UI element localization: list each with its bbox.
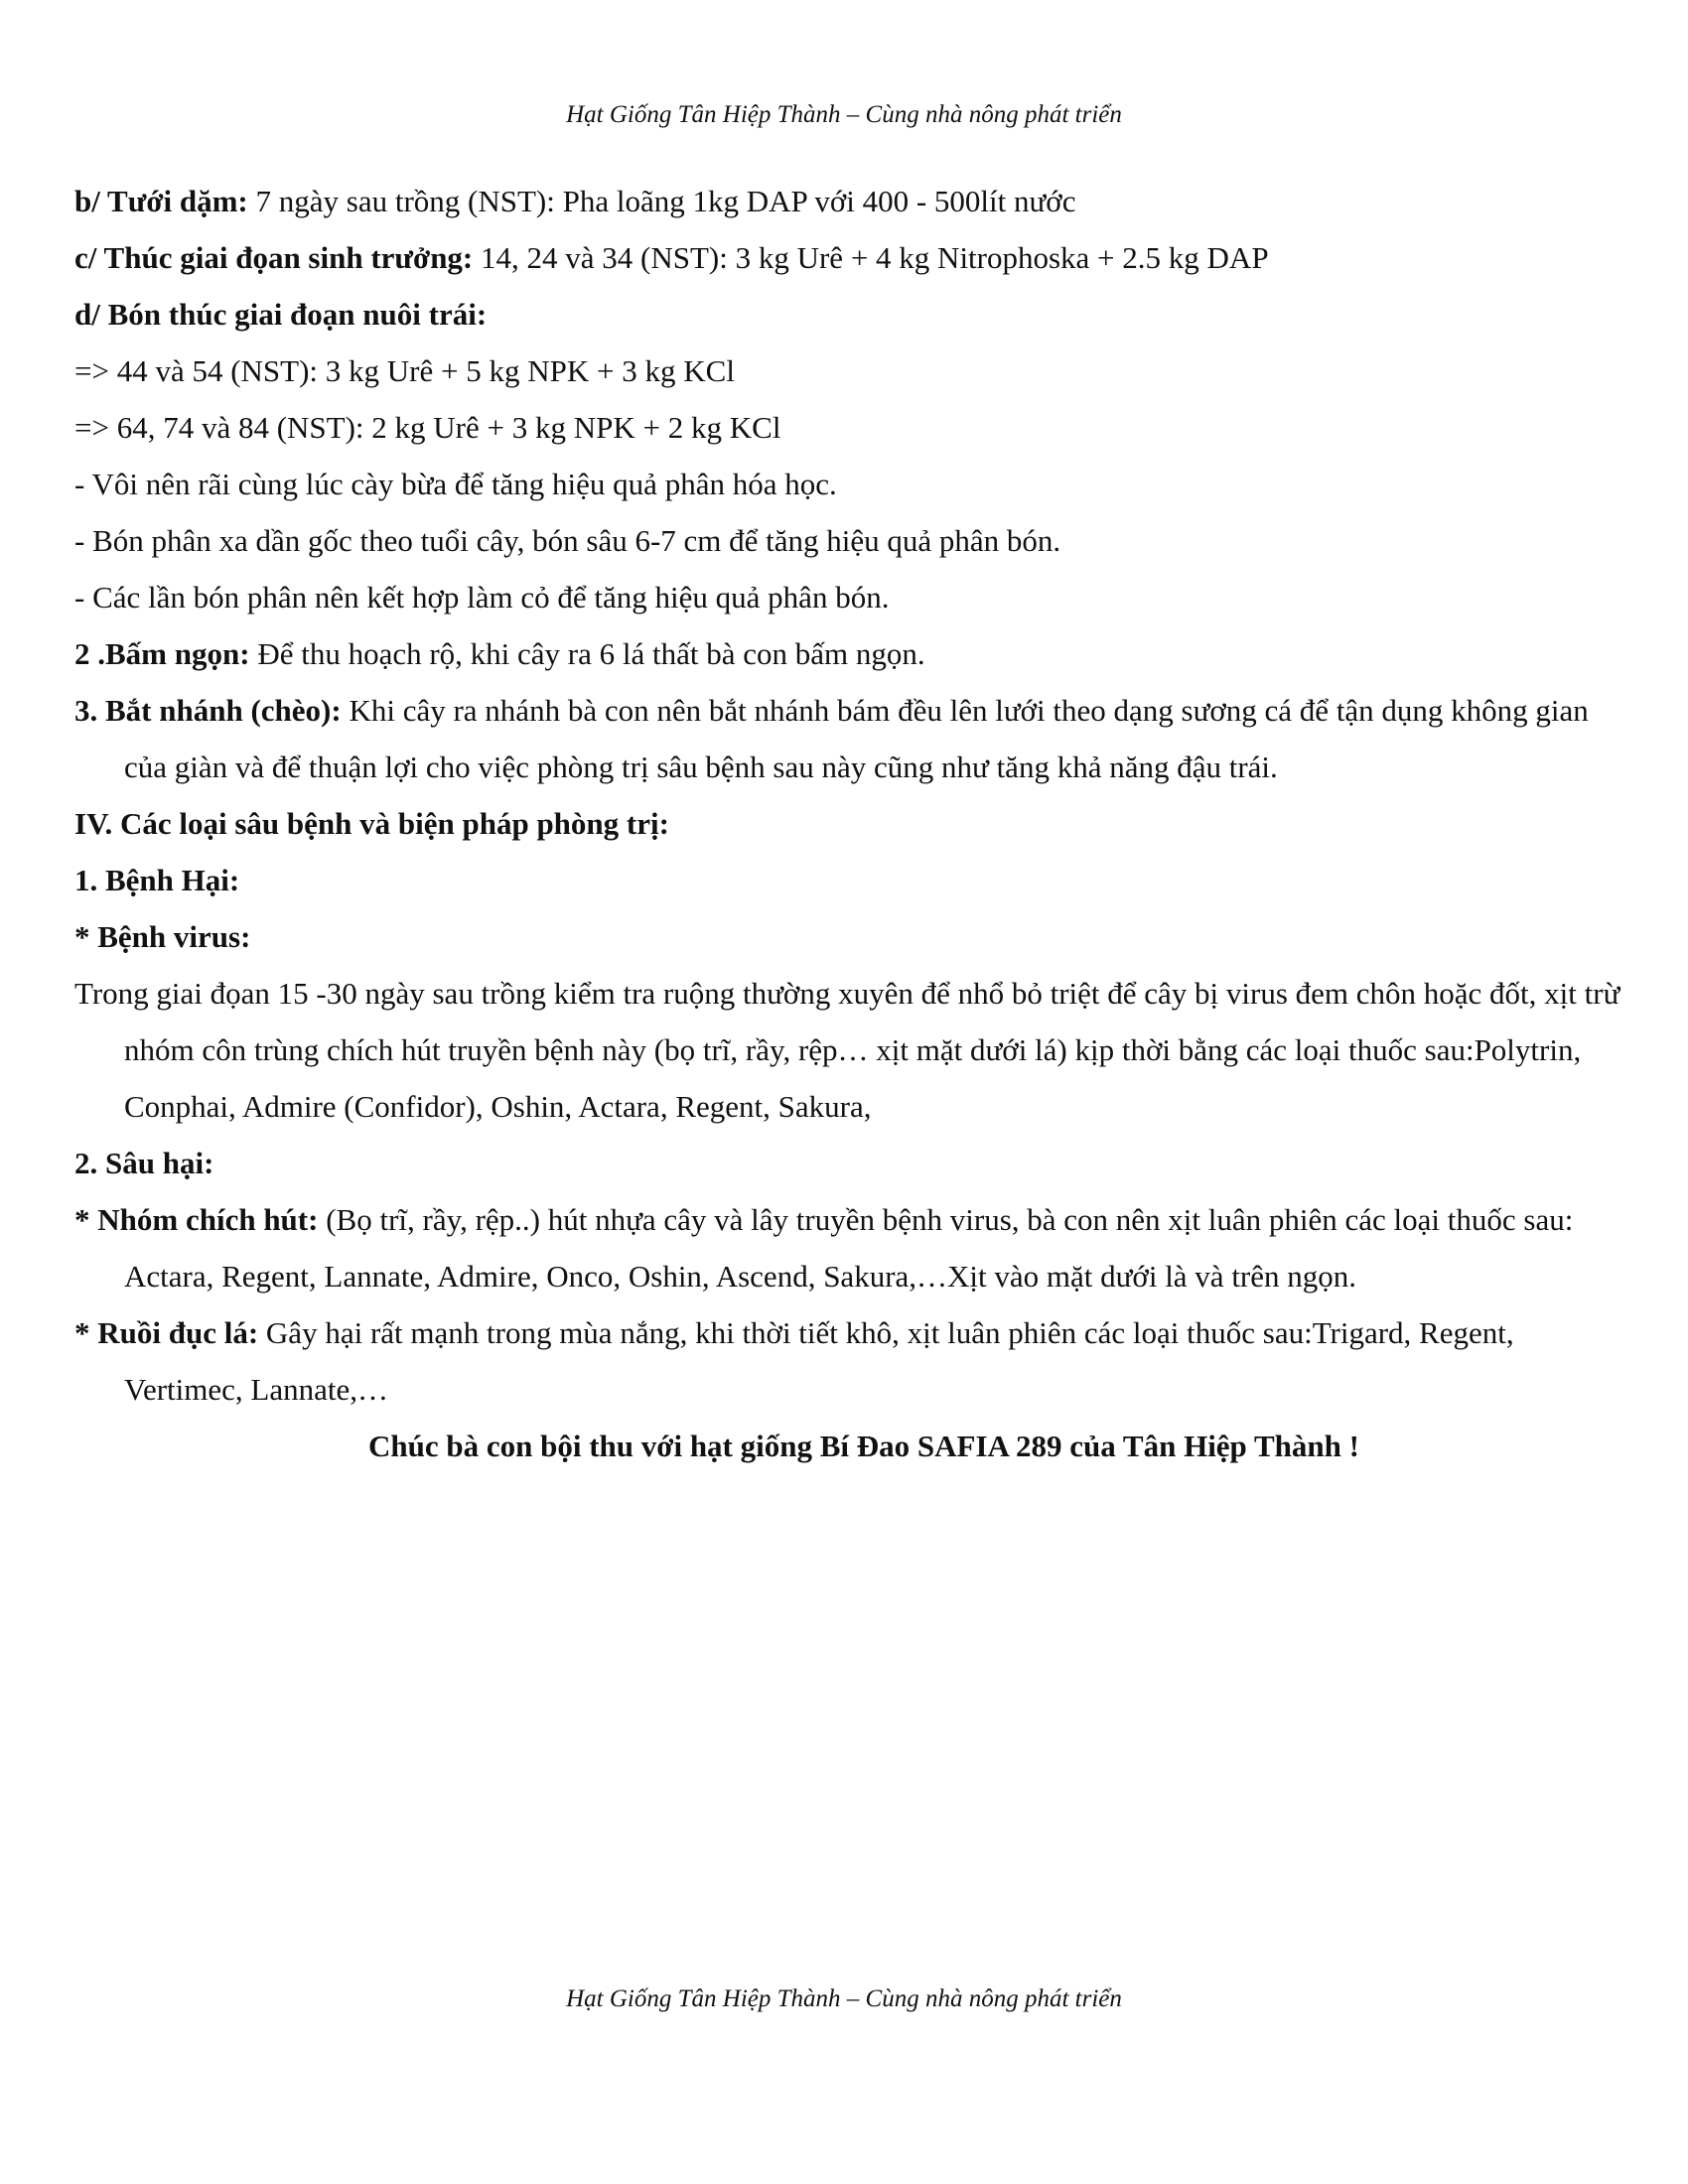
ruoi-duc-la-paragraph xyxy=(74,1304,1623,1418)
chich-hut-label: * Nhóm chích hút: xyxy=(74,1202,319,1237)
virus-paragraph: Trong giai đọan 15 -30 ngày sau trồng kiểm tra ruộng thường xuyên để nhổ bỏ triệt để cây bị virus đem chôn hoặc đốt, xịt trừ nhóm côn trùng chích hút truyền bệnh này (bọ trĩ, rầy, rệp… xịt mặt dưới lá) kịp thời bằng các loại thuốc sau:Polytrin, Conphai, Admire (Confidor), Oshin, Actara, Regent, Sakura, xyxy=(74,976,1620,1124)
bat-nhanh-paragraph xyxy=(74,682,1623,795)
note-line-3: - Các lần bón phân nên kết hợp làm cỏ để tăng hiệu quả phân bón. xyxy=(74,580,890,614)
page-header: Hạt Giống Tân Hiệp Thành – Cùng nhà nông phát triển xyxy=(566,101,1122,128)
thuc-sinh-truong-text: 14, 24 và 34 (NST): 3 kg Urê + 4 kg Nitrophoska + 2.5 kg DAP xyxy=(473,240,1269,275)
ruoi-duc-la-label: * Ruồi đục lá: xyxy=(74,1315,259,1350)
thuc-sinh-truong-line xyxy=(74,229,1623,286)
benh-hai-heading xyxy=(74,852,1623,908)
dose-line-2: => 64, 74 và 84 (NST): 2 kg Urê + 3 kg NPK + 2 kg KCl xyxy=(74,410,781,445)
sau-hai-text: 2. Sâu hại: xyxy=(74,1146,214,1180)
bon-thuc-nuoi-trai-heading xyxy=(74,286,1623,342)
bat-nhanh-label: 3. Bắt nhánh (chèo): xyxy=(74,693,342,728)
section-4-title-text: IV. Các loại sâu bệnh và biện pháp phòng trị: xyxy=(74,806,669,841)
section-4-title xyxy=(74,795,1623,852)
ruoi-duc-la-text: Gây hại rất mạnh trong mùa nắng, khi thời tiết khô, xịt luân phiên các loại thuốc sau:Trigard, Regent, Vertimec, Lannate,… xyxy=(124,1315,1514,1407)
page-footer: Hạt Giống Tân Hiệp Thành – Cùng nhà nông phát triển xyxy=(566,1985,1122,2012)
thuc-sinh-truong-label: c/ Thúc giai đọan sinh trưởng: xyxy=(74,240,474,275)
bam-ngon-label: 2 .Bấm ngọn: xyxy=(74,636,250,671)
tuoi-dam-line xyxy=(74,173,1623,229)
note-line-2: - Bón phân xa dần gốc theo tuổi cây, bón sâu 6-7 cm để tăng hiệu quả phân bón. xyxy=(74,523,1061,558)
bam-ngon-line xyxy=(74,625,1623,682)
benh-virus-text: * Bệnh virus: xyxy=(74,919,251,954)
chich-hut-paragraph xyxy=(74,1191,1623,1304)
tuoi-dam-label: b/ Tưới dặm: xyxy=(74,184,248,218)
closing-message: Chúc bà con bội thu với hạt giống Bí Đao SAFIA 289 của Tân Hiệp Thành ! xyxy=(368,1429,1359,1463)
document-body xyxy=(74,173,1623,1474)
tuoi-dam-text: 7 ngày sau trồng (NST): Pha loãng 1kg DAP với 400 - 500lít nước xyxy=(247,184,1076,218)
sau-hai-heading xyxy=(74,1135,1623,1191)
dose-line-1: => 44 và 54 (NST): 3 kg Urê + 5 kg NPK + 3 kg KCl xyxy=(74,353,735,388)
bat-nhanh-text: Khi cây ra nhánh bà con nên bắt nhánh bám đều lên lưới theo dạng sương cá để tận dụng không gian của giàn và để thuận lợi cho việc phòng trị sâu bệnh sau này cũng như tăng khả năng đậu trái. xyxy=(124,693,1589,784)
bam-ngon-text: Để thu hoạch rộ, khi cây ra 6 lá thất bà con bấm ngọn. xyxy=(249,636,925,671)
benh-hai-text: 1. Bệnh Hại: xyxy=(74,863,240,897)
chich-hut-text: (Bọ trĩ, rầy, rệp..) hút nhựa cây và lây truyền bệnh virus, bà con nên xịt luân phiên các loại thuốc sau: Actara, Regent, Lannate, Admire, Onco, Oshin, Ascend, Sakura,…Xịt vào mặt dưới là và trên ngọn. xyxy=(124,1202,1574,1294)
bon-thuc-nuoi-trai-label: d/ Bón thúc giai đoạn nuôi trái: xyxy=(74,297,488,332)
note-line-1: - Vôi nên rãi cùng lúc cày bừa để tăng hiệu quả phân hóa học. xyxy=(74,467,837,501)
benh-virus-heading xyxy=(74,908,1623,965)
